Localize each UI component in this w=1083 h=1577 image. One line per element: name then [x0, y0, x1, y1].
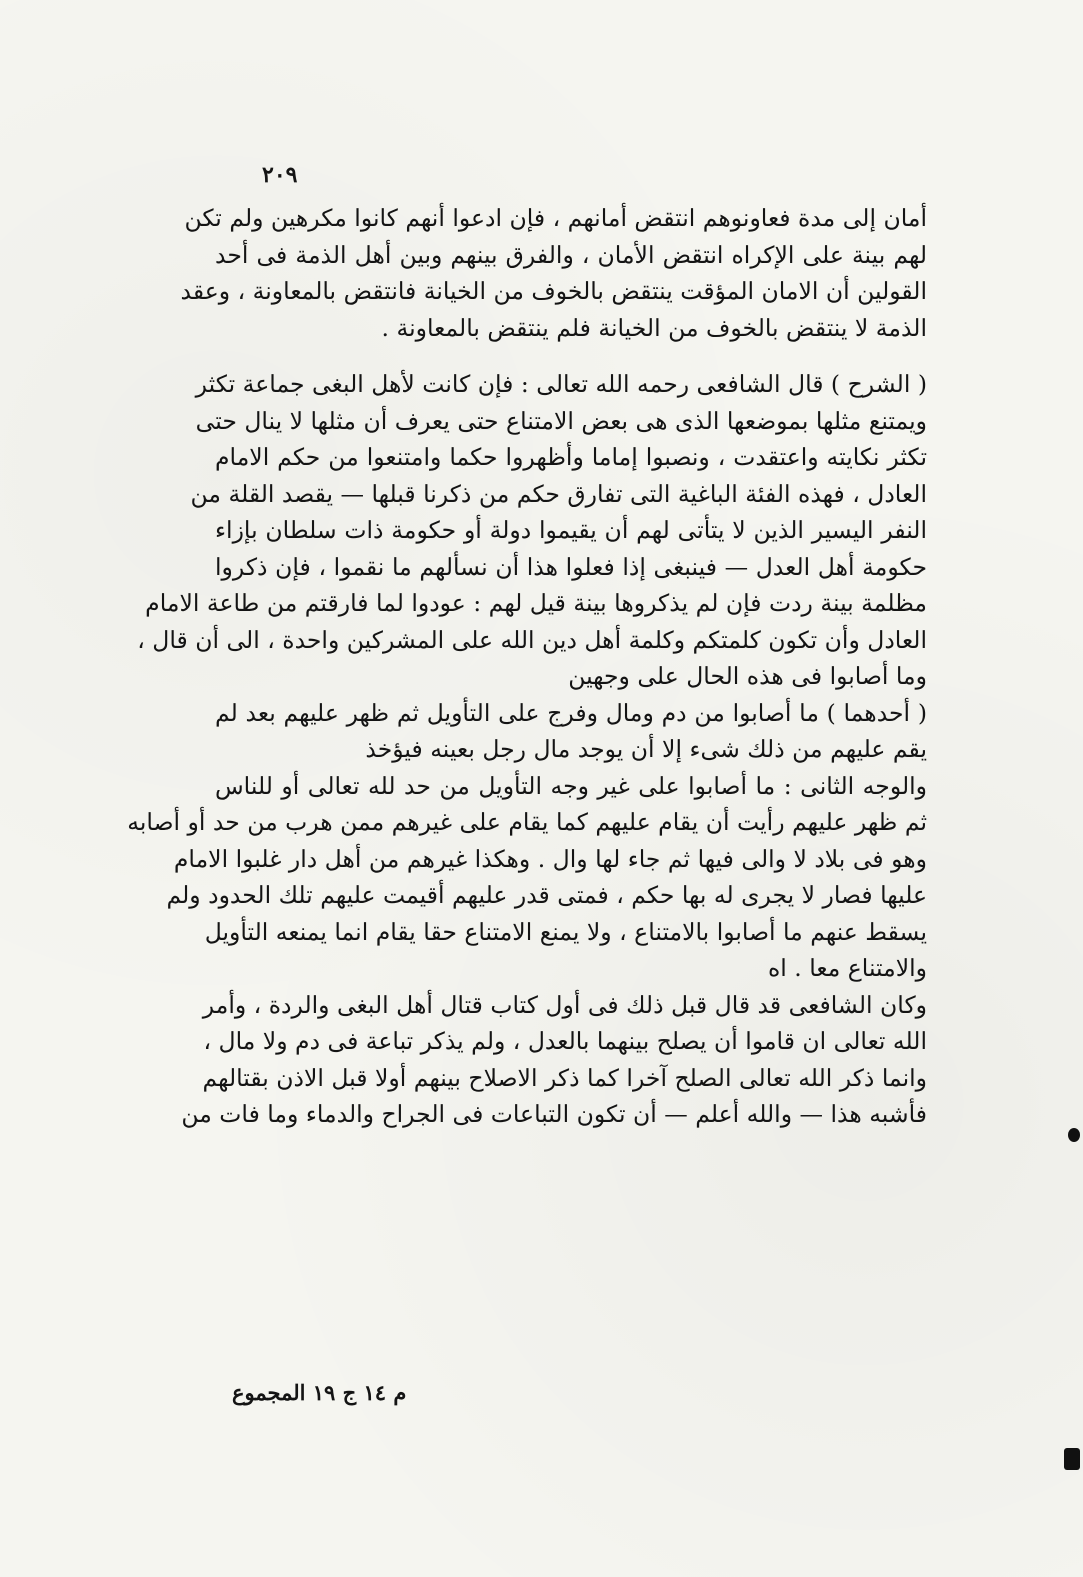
text-line: وكان الشافعى قد قال قبل ذلك فى أول كتاب قتال أهل البغى والردة ، وأمر	[202, 990, 927, 1019]
page-number: ٢٠٩	[262, 162, 298, 188]
text-line: والامتناع معا . اه	[767, 954, 927, 982]
scan-speck	[1064, 1448, 1080, 1470]
text-line: ويمتنع مثلها بموضعها الذى هى بعض الامتناع حتى يعرف أن مثلها لا ينال حتى	[195, 406, 927, 435]
text-line: ثم ظهر عليهم رأيت أن يقام عليهم كما يقام على غيرهم ممن هرب من حد أو أصابه	[127, 808, 927, 836]
text-line: العادل ، فهذه الفئة الباغية التى تفارق حكم من ذكرنا قبلها — يقصد القلة من	[190, 479, 927, 508]
text-line: النفر اليسير الذين لا يتأتى لهم أن يقيموا دولة أو حكومة ذات سلطان بإزاء	[215, 516, 927, 544]
scan-speck	[1068, 1128, 1080, 1142]
text-line: يسقط عنهم ما أصابوا بالامتناع ، ولا يمنع الامتناع حقا يقام انما يمنعه التأويل	[204, 917, 927, 946]
text-line: العادل وأن تكون كلمتكم وكلمة أهل دين الله على المشركين واحدة ، الى أن قال ،	[137, 625, 927, 654]
text-line: يقم عليهم من ذلك شىء إلا أن يوجد مال رجل بعينه فيؤخذ	[365, 735, 927, 763]
text-line: القولين أن الامان المؤقت ينتقض بالخوف من الخيانة فانتقض بالمعاونة ، وعقد	[180, 277, 927, 305]
text-line: فأشبه هذا — والله أعلم — أن تكون التباعات فى الجراح والدماء وما فات من	[181, 1100, 927, 1128]
text-line: الله تعالى ان قاموا أن يصلح بينهما بالعدل ، ولم يذكر تباعة فى دم ولا مال ،	[203, 1027, 927, 1055]
text-line: تكثر نكايته واعتقدت ، ونصبوا إماما وأظهروا حكما وامتنعوا من حكم الامام	[215, 443, 927, 471]
paragraph	[181, 987, 927, 1133]
paragraph	[180, 200, 927, 346]
footer-signature: م ١٤ ج ١٩ المجموع	[232, 1380, 407, 1405]
text-line: والوجه الثانى : ما أصابوا على غير وجه التأويل من حد لله تعالى أو للناس	[215, 771, 927, 800]
text-line: أمان إلى مدة فعاونوهم انتقض أمانهم ، فإن ادعوا أنهم كانوا مكرهين ولم تكن	[184, 204, 927, 232]
text-line: وهو فى بلاد لا والى فيها ثم جاء لها وال . وهكذا غيرهم من أهل دار غلبوا الامام	[173, 844, 927, 873]
text-line: لهم بينة على الإكراه انتقض الأمان ، والفرق بينهم وبين أهل الذمة فى أحد	[215, 240, 927, 269]
paragraph	[215, 695, 927, 768]
text-line: الذمة لا ينتقض بالخوف من الخيانة فلم ينتقض بالمعاونة .	[381, 313, 927, 342]
text-line: مظلمة بينة ردت فإن لم يذكروها بينة قيل لهم : عودوا لما فارقتم من طاعة الامام	[145, 589, 927, 617]
body-text	[127, 200, 927, 1133]
text-line: وما أصابوا فى هذه الحال على وجهين	[568, 662, 927, 690]
text-line: وانما ذكر الله تعالى الصلح آخرا كما ذكر الاصلاح بينهم أولا قبل الاذن بقتالهم	[202, 1063, 927, 1092]
paragraph	[137, 366, 927, 695]
text-line: ( الشرح ) قال الشافعى رحمه الله تعالى : فإن كانت لأهل البغى جماعة تكثر	[195, 370, 927, 398]
text-line: حكومة أهل العدل — فينبغى إذا فعلوا هذا أن نسألهم ما نقموا ، فإن ذكروا	[215, 552, 927, 581]
text-line: ( أحدهما ) ما أصابوا من دم ومال وفرج على التأويل ثم ظهر عليهم بعد لم	[215, 698, 927, 727]
text-line: عليها فصار لا يجرى له بها حكم ، فمتى قدر عليهم أقيمت عليهم تلك الحدود ولم	[166, 881, 927, 909]
paragraph	[127, 768, 927, 987]
